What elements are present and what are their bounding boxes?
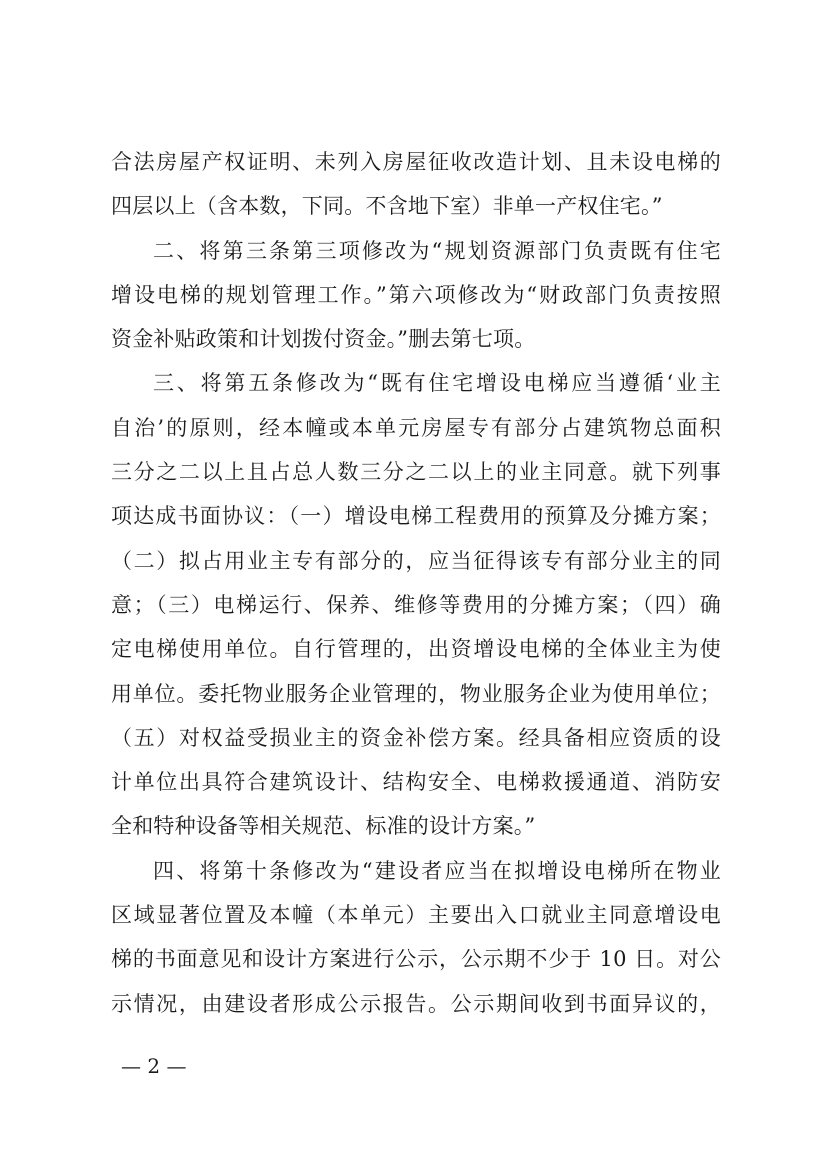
text-line: （二）拟占用业主专有部分的，应当征得该专有部分业主的同	[111, 548, 721, 573]
text-line: 四、将第十条修改为“建设者应当在拟增设电梯所在物业	[153, 858, 721, 883]
text-line: 增设电梯的规划管理工作。”第六项修改为“财政部门负责按照	[111, 282, 721, 307]
text-line: 计单位出具符合建筑设计、结构安全、电梯救援通道、消防安	[111, 770, 721, 795]
text-line: 梯的书面意见和设计方案进行公示，公示期不少于 10 日。对公	[111, 947, 721, 972]
page-number: — 2 —	[121, 1054, 187, 1078]
text-line: 用单位。委托物业服务企业管理的，物业服务企业为使用单位；	[111, 681, 721, 706]
text-line: 自治’的原则，经本幢或本单元房屋专有部分占建筑物总面积	[111, 415, 721, 440]
text-line: 区域显著位置及本幢（本单元）主要出入口就业主同意增设电	[111, 903, 721, 928]
text-line: 合法房屋产权证明、未列入房屋征收改造计划、且未设电梯的	[111, 150, 721, 174]
text-line: 意；（三）电梯运行、保养、维修等费用的分摊方案；（四）确	[111, 592, 721, 617]
text-line: 资金补贴政策和计划拨付资金。”删去第七项。	[111, 327, 536, 352]
text-line: 定电梯使用单位。自行管理的，出资增设电梯的全体业主为使	[111, 637, 721, 662]
document-body	[111, 140, 721, 1026]
text-line: （五）对权益受损业主的资金补偿方案。经具备相应资质的设	[111, 725, 721, 750]
text-line: 三分之二以上且占总人数三分之二以上的业主同意。就下列事	[111, 460, 721, 485]
text-line: 四层以上（含本数，下同。不含地下室）非单一产权住宅。”	[111, 194, 663, 219]
text-line: 项达成书面协议：（一）增设电梯工程费用的预算及分摊方案；	[111, 504, 721, 529]
text-line: 三、将第五条修改为“既有住宅增设电梯应当遵循‘业主	[153, 371, 721, 396]
text-line: 二、将第三条第三项修改为“规划资源部门负责既有住宅	[153, 238, 721, 263]
text-line: 全和特种设备等相关规范、标准的设计方案。”	[111, 814, 536, 839]
text-line: 示情况，由建设者形成公示报告。公示期间收到书面异议的，	[111, 991, 721, 1016]
